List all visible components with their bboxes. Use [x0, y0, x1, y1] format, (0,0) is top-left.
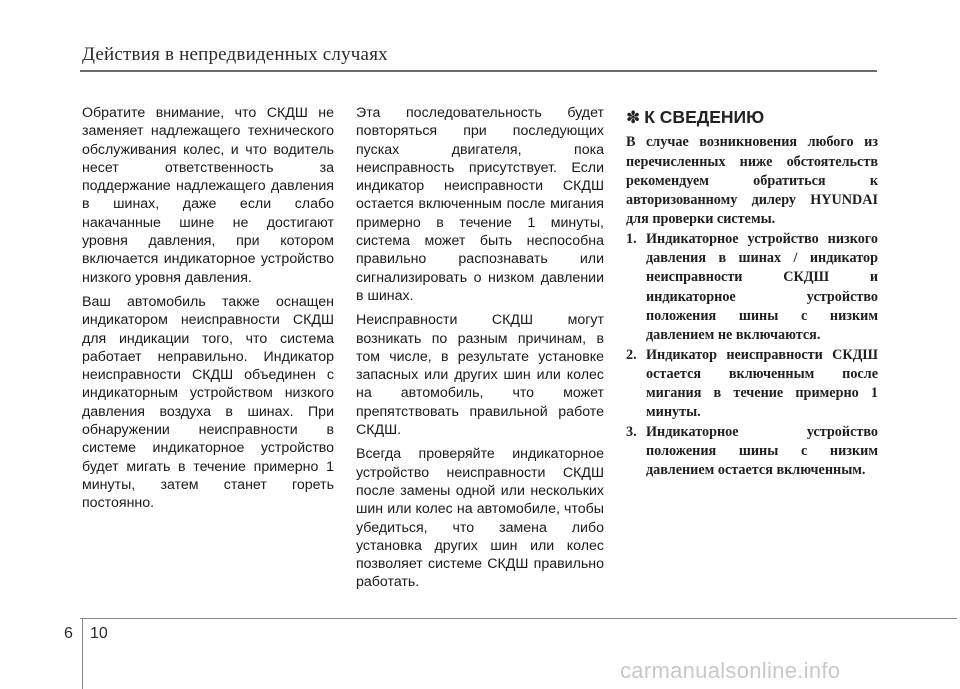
list-item-text: Индикаторное устройство низкого давления в шинах / индикатор неисправности СКДШ и индикаторное устройство положения шины с низким давлением не включаются. — [646, 230, 878, 344]
list-item-text: Индикаторное устройство положения шины с низким давлением остается включенным. — [646, 423, 878, 479]
text-column-left — [82, 104, 334, 513]
section-number: 6 — [64, 625, 73, 642]
list-item-text: Индикатор неисправности СКДШ остается включенным после мигания в течение примерно 1 минуты. — [646, 346, 878, 421]
section-header-title: Действия в непредвиденных случаях — [82, 44, 388, 65]
paragraph: Обратите внимание, что СКДШ не заменяет надлежащего технического обслуживания колес, и что водитель несет ответственность за поддержание надлежащего давления в шинах, даже если слабо накачанные шине не достигают уровня давления, при котором включается индикаторное устройство низкого уровня давления. — [82, 105, 334, 286]
note-heading — [626, 108, 878, 127]
header-rule — [80, 70, 877, 72]
note-list-item — [626, 423, 878, 481]
footer-divider — [82, 618, 83, 689]
paragraph: Ваш автомобиль также оснащен индикатором неисправности СКДШ для индикации того, что система работает неправильно. Индикатор неисправности СКДШ объединен с индикаторным устройством низкого давления воздуха в шинах. При обнаружении неисправности в системе индикаторное устройство будет мигать в течение примерно 1 минуты, затем станет гореть постоянно. — [82, 293, 334, 512]
note-intro: В случае возникновения любого из перечисленных ниже обстоятельств рекомендуем обратиться к авторизованному дилеру HYUNDAI для проверки системы. — [626, 134, 878, 228]
note-heading-text: К СВЕДЕНИЮ — [644, 107, 765, 127]
note-list-item — [626, 230, 878, 346]
list-number: 3. — [626, 423, 637, 440]
note-list — [626, 230, 878, 481]
note-list-item — [626, 346, 878, 423]
text-column-middle — [356, 104, 604, 592]
paragraph: Эта последовательность будет повторяться при последующих пусках двигателя, пока неисправность присутствует. Если индикатор неисправности СКДШ остается включенным после мигания примерно в течение 1 минуты, система может быть неспособна правильно распознавать или сигнализировать о низком давлении в шинах. — [356, 105, 604, 304]
paragraph: Всегда проверяйте индикаторное устройство неисправности СКДШ после замены одной или нескольких шин или колес на автомобиле, чтобы убедиться, что замена либо установка других шин или колес позволяет системе СКДШ правильно работать. — [356, 446, 604, 591]
footer-rule — [80, 618, 957, 619]
page-number: 10 — [90, 625, 108, 642]
list-number: 2. — [626, 346, 637, 363]
list-number: 1. — [626, 230, 637, 247]
paragraph: Неисправности СКДШ могут возникать по разным причинам, в том числе, в результате установке запасных или других шин или колес на автомобиль, что может препятствовать правильной работе СКДШ. — [356, 312, 604, 439]
asterisk-icon: ✽ — [626, 108, 641, 127]
watermark: carmanualsonline.info — [620, 658, 841, 683]
note-box — [626, 108, 878, 481]
